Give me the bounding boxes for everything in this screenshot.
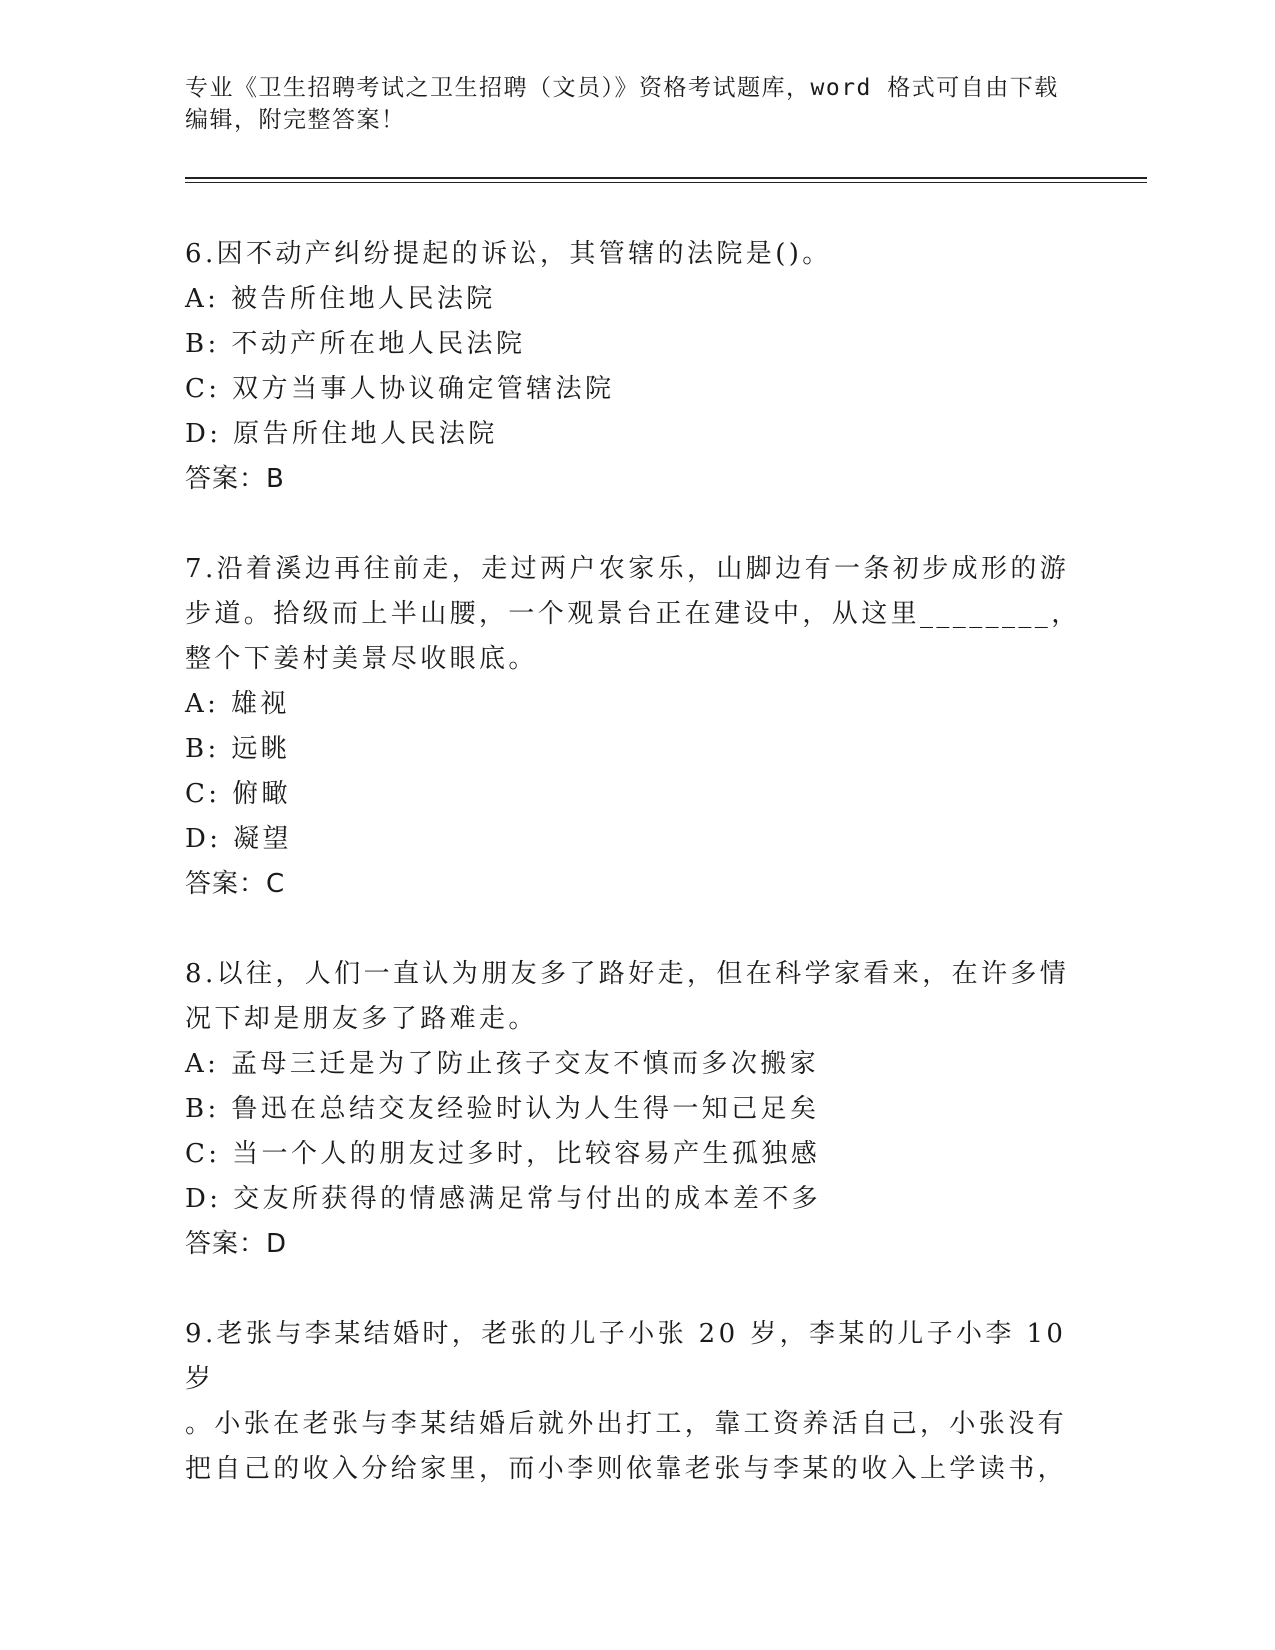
header-note	[185, 72, 1065, 136]
option-key: D:	[185, 824, 222, 854]
option-text: 远眺	[231, 734, 291, 764]
question-stem-line: 整个下姜村美景尽收眼底。	[185, 644, 538, 674]
header-divider	[185, 177, 1147, 179]
option-text: 雄视	[231, 689, 290, 719]
option-key: B:	[185, 1094, 220, 1124]
header-divider-thin	[185, 182, 1147, 183]
question-stem-line: 。小张在老张与李某结婚后就外出打工，靠工资养活自己，小张没有	[185, 1409, 1068, 1439]
question-6	[185, 232, 1085, 502]
option-key: D:	[185, 1184, 222, 1214]
answer-label: 答案：	[185, 1229, 267, 1259]
answer	[185, 457, 1085, 502]
question-stem-line: 况下却是朋友多了路难走。	[185, 1004, 538, 1034]
answer	[185, 862, 1085, 907]
question-stem-line: 把自己的收入分给家里，而小李则依靠老张与李某的收入上学读书，	[185, 1454, 1068, 1484]
option-text: 凝望	[233, 824, 292, 854]
question-9	[185, 1312, 1085, 1492]
option-a	[185, 277, 1085, 322]
option-key: C:	[185, 374, 221, 404]
question-stem-line: 步道。拾级而上半山腰，一个观景台正在建设中，从这里________，	[185, 599, 1081, 629]
option-text: 俯瞰	[232, 779, 291, 809]
option-b	[185, 322, 1085, 367]
option-text: 孟母三迁是为了防止孩子交友不慎而多次搬家	[231, 1049, 820, 1079]
option-text: 交友所获得的情感满足常与付出的成本差不多	[233, 1184, 822, 1214]
option-d	[185, 1177, 1085, 1222]
question-stem-line: 6.因不动产纠纷提起的诉讼，其管辖的法院是()。	[185, 239, 832, 269]
answer-label: 答案：	[185, 464, 267, 494]
question-8	[185, 952, 1085, 1267]
option-d	[185, 412, 1085, 457]
question-list	[185, 232, 1085, 1537]
option-key: D:	[185, 419, 222, 449]
answer-value: D	[266, 1229, 287, 1259]
question-7	[185, 547, 1085, 907]
option-text: 鲁迅在总结交友经验时认为人生得一知己足矣	[231, 1094, 820, 1124]
option-key: C:	[185, 779, 221, 809]
option-key: B:	[185, 329, 220, 359]
question-stem-line: 7.沿着溪边再往前走，走过两户农家乐，山脚边有一条初步成形的游	[185, 554, 1070, 584]
header-line-1: 专业《卫生招聘考试之卫生招聘（文员）》资格考试题库，word 格式可自由下载	[185, 75, 1059, 101]
option-key: A:	[185, 284, 220, 314]
option-text: 被告所住地人民法院	[231, 284, 496, 314]
question-stem-line: 8.以往，人们一直认为朋友多了路好走，但在科学家看来，在许多情	[185, 959, 1070, 989]
question-stem-line: 9.老张与李某结婚时，老张的儿子小张 20 岁，李某的儿子小李 10 岁	[185, 1319, 1079, 1394]
option-b	[185, 1087, 1085, 1132]
option-key: C:	[185, 1139, 221, 1169]
answer-value: B	[266, 464, 284, 494]
option-b	[185, 727, 1085, 772]
option-text: 双方当事人协议确定管辖法院	[232, 374, 615, 404]
option-c	[185, 367, 1085, 412]
option-key: A:	[185, 689, 220, 719]
answer-value: C	[266, 869, 285, 899]
option-a	[185, 682, 1085, 727]
answer-label: 答案：	[185, 869, 267, 899]
option-key: A:	[185, 1049, 220, 1079]
option-text: 原告所住地人民法院	[233, 419, 498, 449]
header-line-2: 编辑，附完整答案！	[185, 107, 406, 133]
option-text: 不动产所在地人民法院	[231, 329, 526, 359]
option-d	[185, 817, 1085, 862]
option-key: B:	[185, 734, 220, 764]
answer	[185, 1222, 1085, 1267]
option-a	[185, 1042, 1085, 1087]
option-c	[185, 1132, 1085, 1177]
option-text: 当一个人的朋友过多时，比较容易产生孤独感	[232, 1139, 821, 1169]
option-c	[185, 772, 1085, 817]
